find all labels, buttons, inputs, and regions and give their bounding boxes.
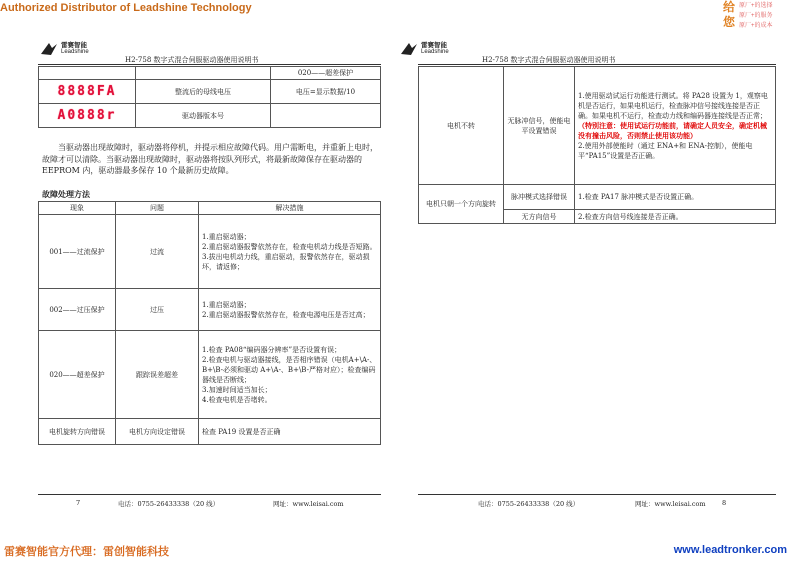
- solution-cell: 检查 PA19 设置是否正确: [199, 419, 381, 445]
- leadshine-logo-icon: [40, 42, 58, 56]
- bus-voltage-label: 整流后的母线电压: [136, 80, 271, 104]
- phenomenon-cell: 020——超差保护: [39, 331, 116, 419]
- fault-handling-table-continued: [418, 66, 776, 224]
- right-brand-logo: [400, 42, 449, 56]
- left-footer-rule: [38, 494, 381, 495]
- promo-char-1: 给: [723, 0, 736, 14]
- version-empty: [271, 104, 381, 128]
- table-row: [39, 215, 381, 289]
- phenomenon-cell: 001——过流保护: [39, 215, 116, 289]
- distributor-banner: Authorized Distributor of Leadshine Technology: [0, 2, 252, 14]
- leadshine-logo-icon: [400, 42, 418, 56]
- version-label: 驱动器版本号: [136, 104, 271, 128]
- solution-line: 2.重启驱动器报警依然存在，检查电源电压是否过高；: [202, 310, 370, 319]
- phenomenon-cell: 电机旋转方向错误: [39, 419, 116, 445]
- table-row: [39, 331, 381, 419]
- problem-cell: 无方向信号: [504, 210, 575, 224]
- left-header-title: H2-758 数字式混合伺服驱动器使用说明书: [125, 56, 259, 64]
- solution-line: 1.检查 PA08“编码器分辨率”是否设置有误；: [202, 345, 342, 354]
- lcd-digits: 8888FA: [57, 84, 117, 99]
- solution-line: 2.重启驱动器报警依然存在，检查电机动力线是否短路。: [202, 242, 377, 251]
- problem-cell: 跟踪误差超差: [116, 331, 199, 419]
- promo-badge: [723, 0, 785, 34]
- left-page-number: 7: [76, 499, 81, 507]
- left-footer-site: 网址：www.leisai.com: [273, 500, 344, 508]
- solution-line: 4.检查电机是否堵转。: [202, 395, 272, 404]
- right-footer-rule: [418, 494, 776, 495]
- lcd-digits: A0888r: [57, 108, 117, 123]
- version-display: [39, 104, 136, 128]
- promo-line-2: 原厂+的服务: [739, 13, 773, 19]
- left-header-rule: [38, 64, 381, 65]
- solution-cell: [199, 215, 381, 289]
- official-agent-banner: 雷赛智能官方代理：雷创智能科技: [4, 545, 169, 558]
- right-header-title: H2-758 数字式混合伺服驱动器使用说明书: [482, 56, 616, 64]
- phenomenon-cell: 电机只朝一个方向旋转: [419, 185, 504, 224]
- bus-voltage-display: [39, 80, 136, 104]
- problem-cell: 脉冲模式选择错误: [504, 185, 575, 210]
- problem-cell: 过流: [116, 215, 199, 289]
- solution-line: 1.重启驱动器；: [202, 300, 251, 309]
- solution-line: 3.加速时间适当加长；: [202, 385, 272, 394]
- fault-description-paragraph: 当驱动器出现故障时，驱动器将停机，并提示相应故障代码。用户需断电，并重新上电时，故障才可以清除。当驱动器出现故障时，驱动器将按队列形式，将最新故障保存在驱动器的 EEPROM 内，驱动器最多保存 10 个最新历史故障。: [42, 143, 378, 175]
- solution-cell: [575, 67, 776, 185]
- col-header-solution: 解决措施: [199, 202, 381, 215]
- left-brand-cn: 雷赛智能: [61, 41, 87, 49]
- fault-handling-table: [38, 201, 381, 445]
- bus-voltage-formula: 电压=显示数据/10: [271, 80, 381, 104]
- table-row: [39, 289, 381, 331]
- right-footer-phone: 电话：0755-26433338（20 线）: [478, 500, 580, 508]
- solution-cell: 1.检查 PA17 脉冲模式是否设置正确。: [575, 185, 776, 210]
- overrange-code: 020——超差保护: [271, 67, 381, 80]
- solution-line: 1.重启驱动器；: [202, 232, 251, 241]
- lcd-display: [58, 84, 117, 99]
- solution-line: 2.检查电机与驱动器接线，是否相序错误（电机A+\A-、B+\B-必须和驱动 A+\A-、B+\B-严格对应）；检查编码器线是否断线；: [202, 355, 377, 384]
- problem-cell: 电机方向设定错误: [116, 419, 199, 445]
- right-footer-site: 网址：www.leisai.com: [635, 500, 706, 508]
- solution-cell: 2.检查方向信号线连接是否正确。: [575, 210, 776, 224]
- left-footer-phone: 电话：0755-26433338（20 线）: [118, 500, 220, 508]
- table-row: [419, 185, 776, 210]
- right-page-number: 8: [722, 499, 727, 507]
- lcd-display: [58, 108, 117, 123]
- problem-cell: 无脉冲信号，使能电平设置错误: [504, 67, 575, 185]
- fault-handling-subtitle: 故障处理方法: [42, 189, 90, 199]
- promo-line-1: 原厂+的选择: [739, 3, 773, 9]
- col-header-phenomenon: 现象: [39, 202, 116, 215]
- table-row: [39, 419, 381, 445]
- solution-cell: [199, 331, 381, 419]
- parameter-display-table: [38, 66, 381, 128]
- problem-cell: 过压: [116, 289, 199, 331]
- safety-warning: （特别注意：使用试运行功能前，请确定人员安全，确定机械没有撞击风险，否则禁止使用该功能）: [578, 120, 767, 140]
- table-row: [419, 67, 776, 185]
- promo-line-3: 原厂+的成本: [739, 23, 773, 29]
- right-header-rule: [418, 64, 776, 65]
- right-brand-cn: 雷赛智能: [421, 41, 447, 49]
- left-brand-logo: [40, 42, 89, 56]
- solution-line: 1.使用驱动试运行功能进行测试。将 PA28 设置为 1，观察电机是否运行，如果电机运行，检查脉冲信号接线连接是否正确。如果电机不运行，检查动力线和编码器连接线是否正常；: [578, 91, 768, 120]
- solution-line: 2.使用外部使能时（通过 ENA+和 ENA-控制），使能电平“PA15”设置是否正确。: [578, 141, 753, 160]
- solution-cell: [199, 289, 381, 331]
- phenomenon-cell: 电机不转: [419, 67, 504, 185]
- right-brand-en: Leadshine: [421, 49, 449, 55]
- promo-char-2: 您: [723, 15, 736, 29]
- mid-cell-empty: [136, 67, 271, 80]
- left-brand-en: Leadshine: [61, 49, 89, 55]
- solution-line: 3.拔出电机动力线，重启驱动，报警依然存在，驱动损坏，请返修；: [202, 252, 370, 271]
- phenomenon-cell: 002——过压保护: [39, 289, 116, 331]
- agent-website-link[interactable]: www.leadtronker.com: [673, 544, 787, 556]
- col-header-problem: 问题: [116, 202, 199, 215]
- display-cell-empty: [39, 67, 136, 80]
